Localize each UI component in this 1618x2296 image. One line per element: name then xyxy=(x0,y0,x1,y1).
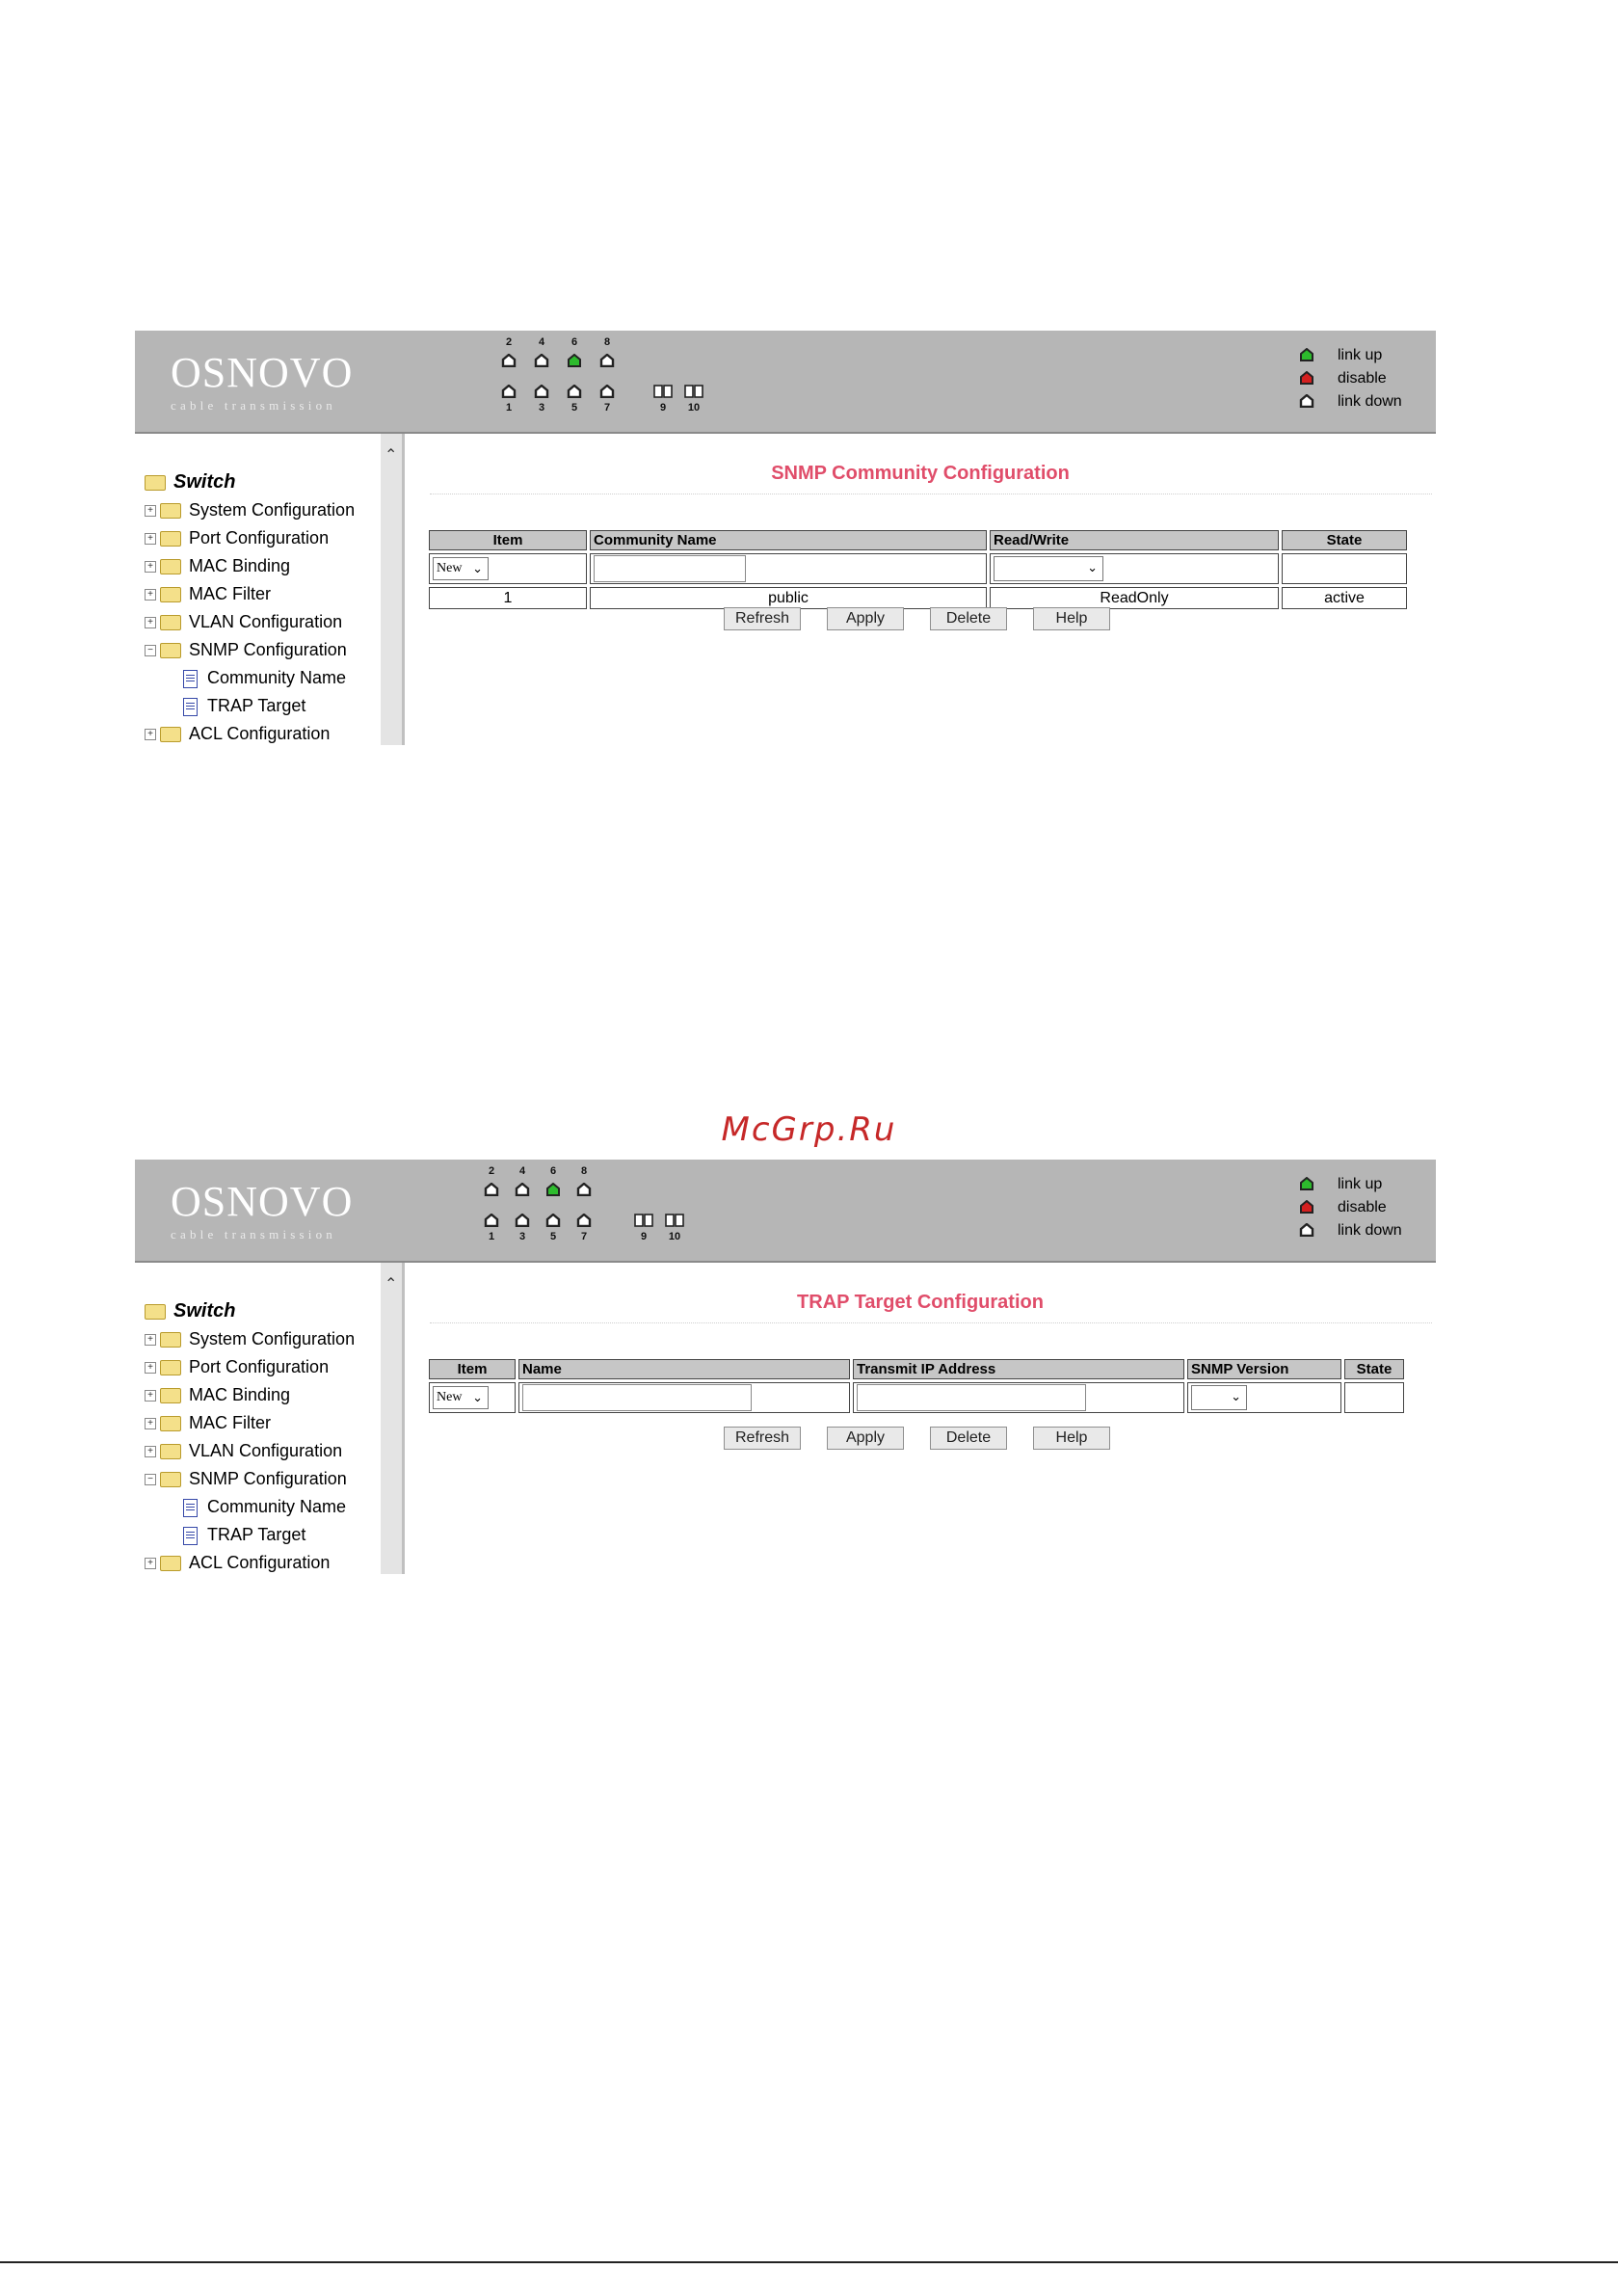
column-header: Name xyxy=(518,1359,850,1379)
column-header: State xyxy=(1282,530,1407,550)
fiber-port-9-icon[interactable] xyxy=(653,385,673,398)
legend-link-down: link down xyxy=(1299,1219,1415,1242)
folder-icon xyxy=(160,1416,181,1431)
legend-link-up: link up xyxy=(1299,1173,1415,1196)
column-header: Item xyxy=(429,530,587,550)
expand-icon[interactable]: + xyxy=(145,729,156,740)
sidebar xyxy=(135,434,405,745)
sidebar-item-vlan-configuration[interactable]: + VLAN Configuration xyxy=(145,608,355,636)
port-3-icon[interactable] xyxy=(534,385,549,398)
port-number: 1 xyxy=(505,402,513,414)
apply-button[interactable]: Apply xyxy=(827,607,904,630)
folder-icon xyxy=(160,727,181,742)
folder-open-icon xyxy=(145,1304,166,1320)
apply-button[interactable]: Apply xyxy=(827,1427,904,1450)
osnovo-logo: OSNOVO xyxy=(171,349,354,396)
item-select[interactable]: New ⌄ xyxy=(433,1386,489,1409)
folder-icon xyxy=(160,615,181,630)
port-number: 10 xyxy=(687,402,701,414)
port-number: 4 xyxy=(538,336,545,348)
chevron-down-icon: ⌄ xyxy=(472,1390,483,1404)
port-7-icon[interactable] xyxy=(576,1214,592,1227)
page-icon xyxy=(183,1499,198,1517)
folder-open-icon xyxy=(160,643,181,658)
read-write-cell: ReadOnly xyxy=(990,587,1279,609)
expand-icon[interactable]: + xyxy=(145,1418,156,1429)
page-icon xyxy=(183,698,198,716)
help-button[interactable]: Help xyxy=(1033,607,1110,630)
watermark: McGrp.Ru xyxy=(721,1110,897,1149)
port-number: 7 xyxy=(580,1231,588,1242)
sidebar-item-vlan-configuration[interactable]: + VLAN Configuration xyxy=(145,1437,355,1465)
collapse-icon[interactable]: − xyxy=(145,645,156,656)
expand-icon[interactable]: + xyxy=(145,617,156,628)
state-cell xyxy=(1282,553,1407,584)
port-5-icon[interactable] xyxy=(545,1214,561,1227)
port-number: 2 xyxy=(505,336,513,348)
trap-screenshot xyxy=(135,1160,1436,1574)
column-header: State xyxy=(1344,1359,1404,1379)
port-number: 2 xyxy=(488,1165,495,1177)
refresh-button[interactable]: Refresh xyxy=(724,607,801,630)
expand-icon[interactable]: + xyxy=(145,505,156,517)
folder-open-icon xyxy=(145,475,166,491)
port-panel xyxy=(501,336,752,428)
help-button[interactable]: Help xyxy=(1033,1427,1110,1450)
trap-name-input[interactable] xyxy=(522,1384,752,1411)
port-8-icon[interactable] xyxy=(599,354,615,367)
state-cell: active xyxy=(1282,587,1407,609)
title-divider xyxy=(430,1322,1432,1323)
sidebar-item-system-configuration[interactable]: + System Configuration xyxy=(145,1325,355,1353)
fiber-port-10-icon[interactable] xyxy=(684,385,703,398)
scroll-up-icon[interactable]: ⌃ xyxy=(385,447,398,464)
port-panel xyxy=(484,1165,734,1257)
legend-link-up: link up xyxy=(1299,344,1415,367)
header xyxy=(135,1160,1436,1263)
column-header: Transmit IP Address xyxy=(853,1359,1184,1379)
snmp-version-select[interactable] xyxy=(1191,1385,1247,1410)
item-cell: 1 xyxy=(429,587,587,609)
community-table xyxy=(426,527,1410,612)
expand-icon[interactable]: + xyxy=(145,1558,156,1569)
port-3-icon[interactable] xyxy=(515,1214,530,1227)
page-title: TRAP Target Configuration xyxy=(797,1292,1044,1313)
port-number: 9 xyxy=(640,1231,648,1242)
expand-icon[interactable]: + xyxy=(145,1390,156,1402)
status-legend xyxy=(1299,1173,1415,1242)
link-up-icon xyxy=(1299,1177,1314,1190)
status-legend xyxy=(1299,344,1415,414)
sidebar-item-community-name[interactable]: Community Name xyxy=(145,664,355,692)
expand-icon[interactable]: + xyxy=(145,561,156,573)
refresh-button[interactable]: Refresh xyxy=(724,1427,801,1450)
collapse-icon[interactable]: − xyxy=(145,1474,156,1485)
sidebar-item-community-name[interactable]: Community Name xyxy=(145,1493,355,1521)
port-number: 8 xyxy=(580,1165,588,1177)
sidebar-item-snmp-configuration[interactable]: − SNMP Configuration xyxy=(145,1465,355,1493)
port-1-icon[interactable] xyxy=(501,385,517,398)
column-header: Read/Write xyxy=(990,530,1279,550)
port-number: 8 xyxy=(603,336,611,348)
folder-open-icon xyxy=(160,1472,181,1487)
trap-table xyxy=(426,1356,1407,1416)
chevron-down-icon: ⌄ xyxy=(472,561,483,575)
community-name-cell: public xyxy=(590,587,987,609)
sidebar-item-acl-configuration[interactable]: + ACL Configuration xyxy=(145,1549,355,1574)
port-1-icon[interactable] xyxy=(484,1214,499,1227)
content-pane xyxy=(405,434,1436,745)
sidebar-scrollbar[interactable] xyxy=(381,434,402,745)
folder-icon xyxy=(160,503,181,519)
delete-button[interactable]: Delete xyxy=(930,607,1007,630)
sidebar-item-acl-configuration[interactable]: + ACL Configuration xyxy=(145,720,355,745)
folder-icon xyxy=(160,1556,181,1571)
content-pane xyxy=(405,1263,1436,1574)
port-6-icon[interactable] xyxy=(567,354,582,367)
sidebar-item-port-configuration[interactable]: + Port Configuration xyxy=(145,524,355,552)
new-entry-row xyxy=(429,553,1407,584)
sidebar-scrollbar[interactable] xyxy=(381,1263,402,1574)
fiber-port-10-icon[interactable] xyxy=(665,1214,684,1227)
fiber-port-9-icon[interactable] xyxy=(634,1214,653,1227)
port-number: 3 xyxy=(538,402,545,414)
expand-icon[interactable]: + xyxy=(145,1446,156,1457)
port-number: 6 xyxy=(549,1165,557,1177)
link-down-icon xyxy=(1299,394,1314,408)
new-entry-row xyxy=(429,1382,1404,1413)
sidebar-item-port-configuration[interactable]: + Port Configuration xyxy=(145,1353,355,1381)
column-header: SNMP Version xyxy=(1187,1359,1341,1379)
expand-icon[interactable]: + xyxy=(145,1362,156,1374)
page-title: SNMP Community Configuration xyxy=(771,463,1070,484)
port-number: 9 xyxy=(659,402,667,414)
port-8-icon[interactable] xyxy=(576,1183,592,1196)
link-down-icon xyxy=(1299,1223,1314,1237)
port-number: 10 xyxy=(668,1231,681,1242)
port-number: 1 xyxy=(488,1231,495,1242)
sidebar-item-trap-target[interactable]: TRAP Target xyxy=(145,692,355,720)
sidebar-item-snmp-configuration[interactable]: − SNMP Configuration xyxy=(145,636,355,664)
header xyxy=(135,331,1436,434)
scroll-up-icon[interactable]: ⌃ xyxy=(385,1276,398,1293)
folder-icon xyxy=(160,587,181,602)
nav-tree xyxy=(145,468,355,745)
tree-root-switch[interactable]: Switch xyxy=(145,468,355,496)
page-icon xyxy=(183,670,198,688)
legend-disable: disable xyxy=(1299,367,1415,390)
community-screenshot xyxy=(135,331,1436,745)
link-up-icon xyxy=(1299,348,1314,361)
logo-tagline: cable transmission xyxy=(171,1227,336,1241)
port-2-icon[interactable] xyxy=(501,354,517,367)
sidebar xyxy=(135,1263,405,1574)
port-number: 5 xyxy=(570,402,578,414)
chevron-down-icon: ⌄ xyxy=(1087,560,1098,574)
table-row[interactable] xyxy=(429,587,1407,609)
sidebar-item-mac-binding[interactable]: + MAC Binding xyxy=(145,1381,355,1409)
sidebar-item-mac-filter[interactable]: + MAC Filter xyxy=(145,1409,355,1437)
port-number: 4 xyxy=(518,1165,526,1177)
port-number: 7 xyxy=(603,402,611,414)
sidebar-item-mac-binding[interactable]: + MAC Binding xyxy=(145,552,355,580)
disable-icon xyxy=(1299,1200,1314,1214)
disable-icon xyxy=(1299,371,1314,385)
state-cell xyxy=(1344,1382,1404,1413)
transmit-ip-input[interactable] xyxy=(857,1384,1086,1411)
sidebar-item-mac-filter[interactable]: + MAC Filter xyxy=(145,580,355,608)
column-header: Community Name xyxy=(590,530,987,550)
expand-icon[interactable]: + xyxy=(145,533,156,545)
item-select[interactable]: New ⌄ xyxy=(433,557,489,580)
sidebar-item-trap-target[interactable]: TRAP Target xyxy=(145,1521,355,1549)
port-number: 3 xyxy=(518,1231,526,1242)
expand-icon[interactable]: + xyxy=(145,589,156,601)
folder-icon xyxy=(160,1444,181,1459)
column-header: Item xyxy=(429,1359,516,1379)
port-4-icon[interactable] xyxy=(534,354,549,367)
read-write-select[interactable] xyxy=(994,556,1103,581)
osnovo-logo: OSNOVO xyxy=(171,1178,354,1225)
folder-icon xyxy=(160,559,181,574)
folder-icon xyxy=(160,531,181,547)
chevron-down-icon: ⌄ xyxy=(1231,1389,1241,1403)
folder-icon xyxy=(160,1332,181,1348)
nav-tree xyxy=(145,1297,355,1574)
delete-button[interactable]: Delete xyxy=(930,1427,1007,1450)
sidebar-item-system-configuration[interactable]: + System Configuration xyxy=(145,496,355,524)
port-2-icon[interactable] xyxy=(484,1183,499,1196)
page-bottom-divider xyxy=(0,2261,1618,2263)
port-number: 6 xyxy=(570,336,578,348)
legend-disable: disable xyxy=(1299,1196,1415,1219)
folder-icon xyxy=(160,1360,181,1375)
folder-icon xyxy=(160,1388,181,1403)
port-5-icon[interactable] xyxy=(567,385,582,398)
port-4-icon[interactable] xyxy=(515,1183,530,1196)
port-7-icon[interactable] xyxy=(599,385,615,398)
tree-root-switch[interactable]: Switch xyxy=(145,1297,355,1325)
logo-tagline: cable transmission xyxy=(171,398,336,413)
community-name-input[interactable] xyxy=(594,555,746,582)
expand-icon[interactable]: + xyxy=(145,1334,156,1346)
legend-link-down: link down xyxy=(1299,390,1415,414)
port-number: 5 xyxy=(549,1231,557,1242)
page-icon xyxy=(183,1527,198,1545)
port-6-icon[interactable] xyxy=(545,1183,561,1196)
